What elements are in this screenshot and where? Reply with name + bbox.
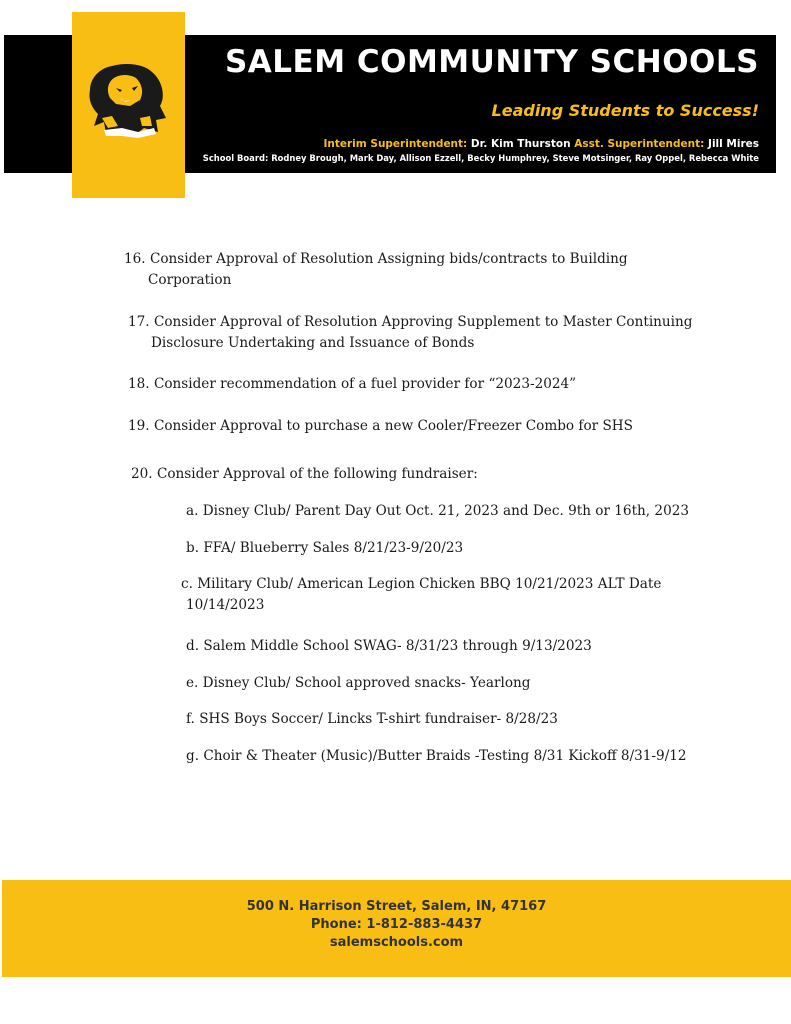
footer-address: 500 N. Harrison Street, Salem, IN, 47167	[246, 899, 547, 914]
header-title: SALEM COMMUNITY SCHOOLS	[224, 44, 759, 80]
agenda-item-19: 19. Consider Approval to purchase a new Cooler/Freezer Combo for SHS	[128, 418, 633, 434]
fundraiser-b: b. FFA/ Blueberry Sales 8/21/23-9/20/23	[186, 540, 464, 556]
letterhead-footer	[2, 880, 791, 977]
agenda-item-17: 17. Consider Approval of Resolution Approving Supplement to Master Continuing	[128, 314, 693, 330]
asst-superintendent-name: Jill Mires	[708, 138, 759, 150]
header-tagline: Leading Students to Success!	[491, 101, 759, 120]
fundraiser-f: f. SHS Boys Soccer/ Lincks T-shirt fundraiser- 8/28/23	[186, 711, 558, 727]
agenda-item-17-cont: Disclosure Undertaking and Issuance of Bonds	[151, 335, 475, 351]
header-superintendents	[323, 138, 759, 150]
agenda-item-18: 18. Consider recommendation of a fuel provider for “2023-2024”	[128, 376, 577, 392]
interim-superintendent-label: Interim Superintendent:	[323, 138, 468, 150]
agenda-item-20: 20. Consider Approval of the following fundraiser:	[131, 466, 478, 482]
footer-phone: Phone: 1-812-883-4437	[310, 917, 483, 932]
lion-mascot-icon	[82, 60, 172, 142]
fundraiser-d: d. Salem Middle School SWAG- 8/31/23 through 9/13/2023	[186, 638, 592, 654]
fundraiser-a: a. Disney Club/ Parent Day Out Oct. 21, 2023 and Dec. 9th or 16th, 2023	[186, 503, 690, 519]
footer-website: salemschools.com	[329, 935, 464, 950]
fundraiser-c: c. Military Club/ American Legion Chicken BBQ 10/21/2023 ALT Date	[181, 576, 662, 592]
interim-superintendent-name: Dr. Kim Thurston	[470, 138, 571, 150]
fundraiser-e: e. Disney Club/ School approved snacks- Yearlong	[186, 675, 531, 691]
school-board-line: School Board: Rodney Brough, Mark Day, Allison Ezzell, Becky Humphrey, Steve Motsinger, Ray Oppel, Rebecca White	[202, 153, 759, 163]
agenda-item-16-cont: Corporation	[148, 272, 232, 288]
agenda-item-16: 16. Consider Approval of Resolution Assigning bids/contracts to Building	[124, 251, 628, 267]
asst-superintendent-label: Asst. Superintendent:	[574, 138, 705, 150]
fundraiser-g: g. Choir & Theater (Music)/Butter Braids -Testing 8/31 Kickoff 8/31-9/12	[186, 748, 687, 764]
fundraiser-c-cont: 10/14/2023	[186, 597, 265, 613]
